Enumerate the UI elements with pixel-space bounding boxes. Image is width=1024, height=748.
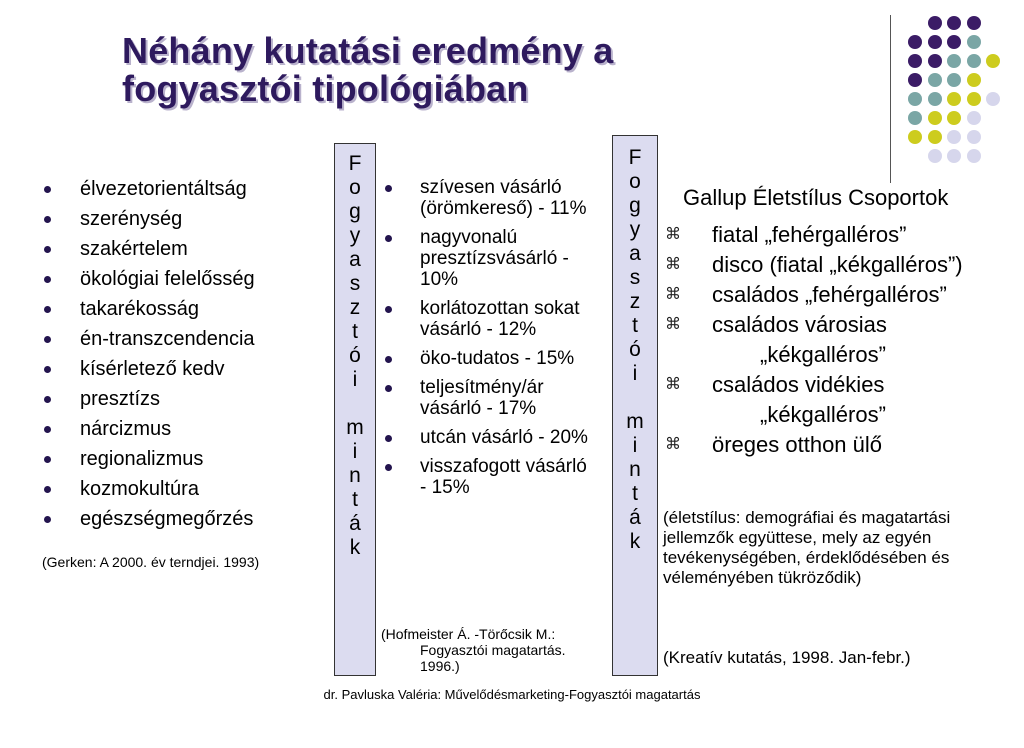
list-item bbox=[665, 370, 963, 430]
decor-dot bbox=[967, 16, 981, 30]
decor-dot bbox=[928, 92, 942, 106]
list-item: utcán vásárló - 20% bbox=[383, 427, 598, 448]
decor-dot bbox=[986, 92, 1000, 106]
decor-dot bbox=[947, 54, 961, 68]
list-item: korlátozottan sokat vásárló - 12% bbox=[383, 298, 598, 340]
lifestyle-definition-note: (életstílus: demográfiai és magatartási jellemzők együttese, mely az egyén tevékenységében, érdeklődésében és véleményében tükröződik) bbox=[663, 508, 951, 587]
vertical-letter: z bbox=[349, 296, 361, 319]
decor-dot bbox=[908, 54, 922, 68]
decor-dot bbox=[928, 54, 942, 68]
decor-dot bbox=[908, 130, 922, 144]
list-item: regionalizmus bbox=[42, 447, 255, 477]
list-item: öko-tudatos - 15% bbox=[383, 348, 598, 369]
list-item: kísérletező kedv bbox=[42, 357, 255, 387]
vertical-letter: g bbox=[349, 200, 361, 223]
list-item: kozmokultúra bbox=[42, 477, 255, 507]
vertical-letter: F bbox=[628, 146, 642, 169]
vertical-letter: i bbox=[632, 362, 638, 385]
decor-dot bbox=[908, 92, 922, 106]
item-line: családos vidékies bbox=[712, 372, 885, 397]
list-item: egészségmegőrzés bbox=[42, 507, 255, 537]
list-item bbox=[665, 430, 963, 460]
item-line: családos „fehérgalléros” bbox=[712, 282, 947, 307]
list-item: ökológiai felelősség bbox=[42, 267, 255, 297]
vertical-letter: k bbox=[629, 530, 641, 553]
vertical-letter: ó bbox=[629, 338, 641, 361]
decor-dot bbox=[986, 54, 1000, 68]
vertical-letter: a bbox=[629, 242, 641, 265]
vertical-letter: k bbox=[349, 536, 361, 559]
list-item: szívesen vásárló (örömkereső) - 11% bbox=[383, 177, 598, 219]
decor-dot bbox=[947, 35, 961, 49]
vertical-letter: á bbox=[349, 512, 361, 535]
decor-dot bbox=[908, 35, 922, 49]
decor-dot bbox=[947, 16, 961, 30]
decor-dot bbox=[947, 73, 961, 87]
vertical-letter: t bbox=[352, 488, 358, 511]
vertical-letter: n bbox=[349, 464, 361, 487]
sample-label-box-right bbox=[612, 135, 658, 676]
middle-citation bbox=[381, 626, 611, 674]
item-line: öreges otthon ülő bbox=[712, 432, 883, 457]
vertical-letter: y bbox=[349, 224, 361, 247]
citation-line: (Hofmeister Á. -Törőcsik M.: bbox=[381, 626, 556, 642]
decor-dot bbox=[967, 73, 981, 87]
list-item: nagyvonalú presztízsvásárló - 10% bbox=[383, 227, 598, 290]
vertical-letter: m bbox=[626, 410, 644, 433]
list-item: szakértelem bbox=[42, 237, 255, 267]
vertical-letter: ó bbox=[349, 344, 361, 367]
vertical-letter: m bbox=[346, 416, 364, 439]
right-citation: (Kreatív kutatás, 1998. Jan-febr.) bbox=[663, 648, 911, 667]
decor-dot bbox=[967, 149, 981, 163]
z-bullet-icon: ⌘ bbox=[665, 436, 681, 453]
decor-dot bbox=[967, 35, 981, 49]
list-item: én-transzcendencia bbox=[42, 327, 255, 357]
consumer-type-list bbox=[383, 177, 598, 506]
decor-dot bbox=[947, 92, 961, 106]
z-bullet-icon: ⌘ bbox=[665, 376, 681, 393]
citation-line: Fogyasztói magatartás. bbox=[420, 642, 566, 658]
decor-dot bbox=[947, 111, 961, 125]
slide-footer: dr. Pavluska Valéria: Művelődésmarketing-Fogyasztói magatartás bbox=[323, 687, 701, 702]
vertical-letter: i bbox=[352, 368, 358, 391]
vertical-letter: á bbox=[629, 506, 641, 529]
list-item: presztízs bbox=[42, 387, 255, 417]
vertical-letter: i bbox=[352, 440, 358, 463]
decor-dot bbox=[928, 16, 942, 30]
vertical-letter: t bbox=[352, 320, 358, 343]
list-item bbox=[665, 280, 963, 310]
value-orientation-list bbox=[42, 177, 255, 537]
page-title bbox=[122, 32, 613, 108]
z-bullet-icon: ⌘ bbox=[665, 286, 681, 303]
decor-dot bbox=[908, 111, 922, 125]
decor-dot bbox=[967, 130, 981, 144]
vertical-letter: t bbox=[632, 314, 638, 337]
z-bullet-icon: ⌘ bbox=[665, 226, 681, 243]
list-item: nárcizmus bbox=[42, 417, 255, 447]
z-bullet-icon: ⌘ bbox=[665, 256, 681, 273]
list-item: takarékosság bbox=[42, 297, 255, 327]
vertical-letter: s bbox=[629, 266, 641, 289]
vertical-letter: y bbox=[629, 218, 641, 241]
vertical-letter: g bbox=[629, 194, 641, 217]
gallup-group-list bbox=[665, 220, 963, 460]
title-line-1: Néhány kutatási eredmény a bbox=[122, 30, 614, 71]
decor-divider bbox=[890, 15, 891, 183]
vertical-letter bbox=[613, 386, 657, 410]
item-line-continued: „kékgalléros” bbox=[760, 402, 886, 427]
vertical-letter: o bbox=[629, 170, 641, 193]
vertical-letter: F bbox=[348, 152, 362, 175]
vertical-letter: s bbox=[349, 272, 361, 295]
gallup-heading: Gallup Életstílus Csoportok bbox=[683, 185, 949, 210]
decor-dot bbox=[947, 130, 961, 144]
vertical-letter: a bbox=[349, 248, 361, 271]
decor-dot bbox=[928, 35, 942, 49]
decor-dot bbox=[967, 54, 981, 68]
vertical-letter bbox=[335, 392, 375, 416]
citation-line: 1996.) bbox=[420, 658, 460, 674]
list-item bbox=[665, 220, 963, 250]
item-line: családos városias bbox=[712, 312, 887, 337]
list-item: élvezetorientáltság bbox=[42, 177, 255, 207]
decor-dot bbox=[967, 111, 981, 125]
decor-dot bbox=[928, 73, 942, 87]
decor-dot bbox=[947, 149, 961, 163]
decor-dot bbox=[928, 130, 942, 144]
decor-dot bbox=[908, 73, 922, 87]
decor-dot bbox=[928, 111, 942, 125]
vertical-letter: n bbox=[629, 458, 641, 481]
list-item: szerénység bbox=[42, 207, 255, 237]
list-item bbox=[665, 310, 963, 370]
decor-dot bbox=[967, 92, 981, 106]
item-line-continued: „kékgalléros” bbox=[760, 342, 886, 367]
item-line: fiatal „fehérgalléros” bbox=[712, 222, 907, 247]
z-bullet-icon: ⌘ bbox=[665, 316, 681, 333]
vertical-letter: i bbox=[632, 434, 638, 457]
vertical-letter: o bbox=[349, 176, 361, 199]
left-citation: (Gerken: A 2000. év terndjei. 1993) bbox=[42, 554, 260, 570]
list-item: visszafogott vásárló - 15% bbox=[383, 456, 598, 498]
sample-label-box-left bbox=[334, 143, 376, 676]
vertical-letter: z bbox=[629, 290, 641, 313]
list-item bbox=[665, 250, 963, 280]
list-item: teljesítmény/ár vásárló - 17% bbox=[383, 377, 598, 419]
item-line: disco (fiatal „kékgalléros”) bbox=[712, 252, 963, 277]
decor-dot bbox=[928, 149, 942, 163]
vertical-letter: t bbox=[632, 482, 638, 505]
title-line-2: fogyasztói tipológiában bbox=[122, 68, 529, 109]
